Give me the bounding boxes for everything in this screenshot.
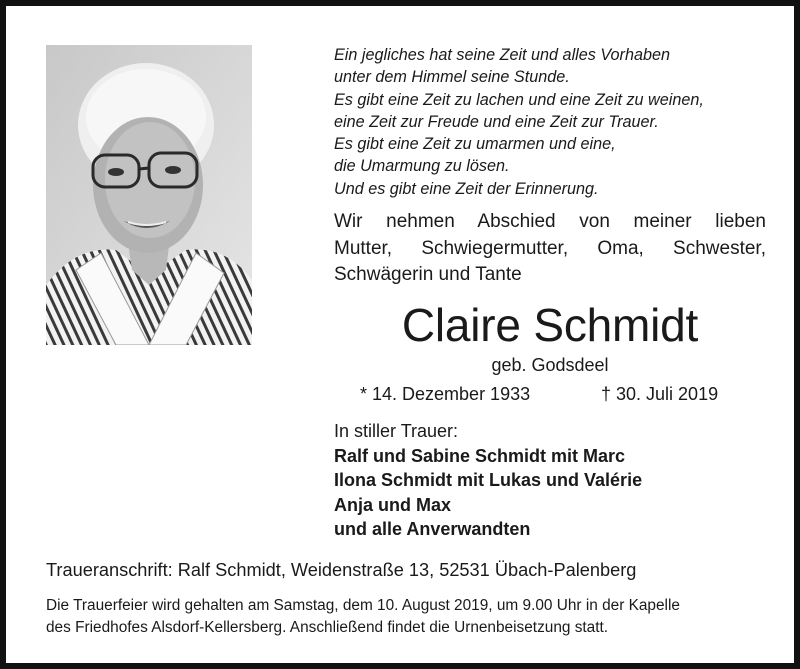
poem-line: Ein jegliches hat seine Zeit und alles Vorhaben (334, 46, 670, 64)
birth-name: geb. Godsdeel (491, 355, 609, 375)
poem-line: Es gibt eine Zeit zu umarmen und eine, (334, 135, 616, 154)
intro-line: Wir nehmen Abschied von meiner lieben (334, 211, 766, 232)
mourner-name: Ralf und Sabine Schmidt mit Marc (334, 445, 626, 466)
farewell-intro (334, 209, 766, 289)
ceremony-info (46, 595, 776, 638)
portrait-photo (46, 45, 252, 345)
birth-date: * 14. Dezember 1933 (360, 384, 531, 404)
mourner-name: und alle Anverwandten (334, 519, 531, 539)
mourning-address: Traueranschrift: Ralf Schmidt, Weidenstraße 13, 52531 Übach-Palenberg (46, 560, 637, 580)
poem-line: eine Zeit zur Freude und eine Zeit zur Trauer. (334, 112, 659, 131)
mourners-list (334, 419, 642, 542)
ceremony-line: Die Trauerfeier wird gehalten am Samstag, dem 10. August 2019, um 9.00 Uhr in der Kapelle (46, 597, 680, 614)
mourner-name: Anja und Max (334, 494, 452, 515)
mourners-heading: In stiller Trauer: (334, 421, 459, 441)
intro-line: Schwägerin und Tante (334, 264, 522, 285)
poem-line: unter dem Himmel seine Stunde. (334, 68, 570, 87)
ceremony-line: des Friedhofes Alsdorf-Kellersberg. Anschließend findet die Urnenbeisetzung statt. (46, 618, 609, 636)
poem-line: Es gibt eine Zeit zu lachen und eine Zeit zu weinen, (334, 90, 704, 109)
poem-line: die Umarmung zu lösen. (334, 157, 510, 176)
poem-line: Und es gibt eine Zeit der Erinnerung. (334, 179, 599, 198)
deceased-name: Claire Schmidt (401, 299, 699, 351)
death-date: † 30. Juli 2019 (601, 384, 719, 404)
poem-quote (334, 44, 774, 200)
intro-line: Mutter, Schwiegermutter, Oma, Schwester, (334, 237, 766, 259)
mourner-name: Ilona Schmidt mit Lukas und Valérie (334, 470, 643, 490)
